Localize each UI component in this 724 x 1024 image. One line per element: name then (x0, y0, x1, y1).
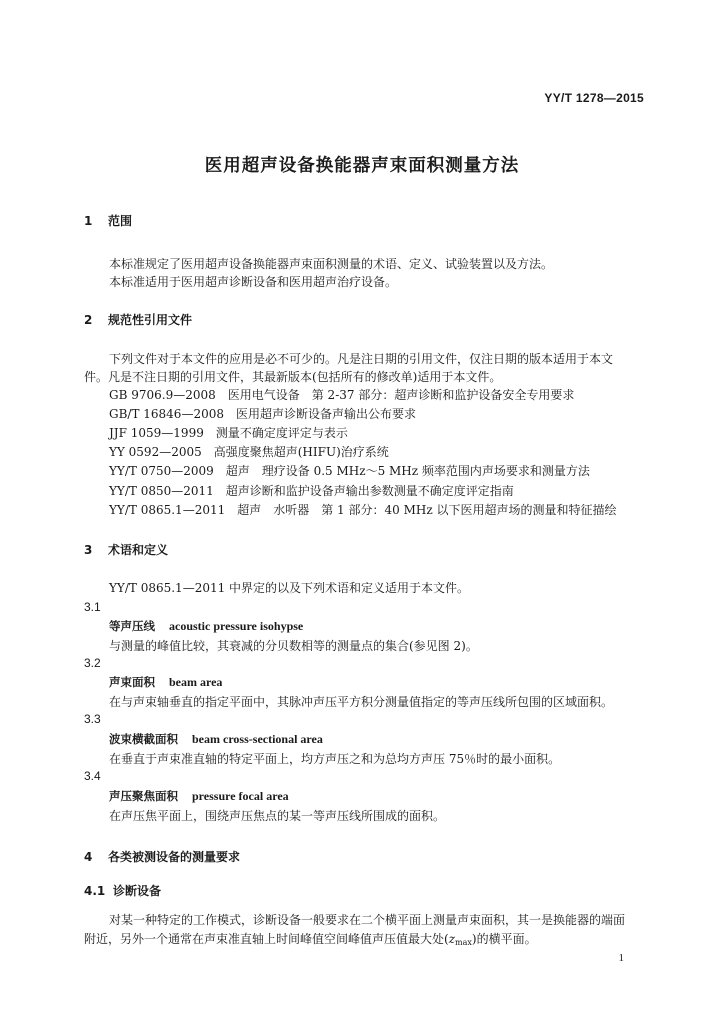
reference-item: YY/T 0865.1—2011 超声 水听器 第 1 部分：40 MHz 以下医用超声场的测量和特征描绘 (109, 503, 617, 517)
section-4-heading (84, 848, 240, 865)
term-title (109, 618, 303, 634)
paragraph-line (84, 930, 537, 947)
term-cn: 等声压线 (109, 619, 155, 633)
text: )的横平面。 (471, 932, 537, 946)
standard-code: YY/T 1278—2015 (544, 91, 644, 105)
reference-item: JJF 1059—1999 测量不确定度评定与表示 (109, 426, 348, 440)
subsection-title: 诊断设备 (113, 884, 162, 898)
term-cn: 声压聚焦面积 (109, 789, 178, 803)
term-definition: 在与声束轴垂直的指定平面中，其脉冲声压平方积分测量值指定的等声压线所包围的区域面积。 (109, 695, 614, 709)
term-definition: 在声压焦平面上，围绕声压焦点的某一等声压线所围成的面积。 (109, 809, 446, 823)
document-title: 医用超声设备换能器声束面积测量方法 (204, 156, 520, 176)
paragraph-line: 对某一种特定的工作模式，诊断设备一般要求在二个横平面上测量声束面积，其一是换能器的端面 (109, 913, 626, 927)
section-2-heading (84, 311, 192, 328)
section-number: 1 (84, 214, 93, 228)
section-title: 各类被测设备的测量要求 (108, 850, 241, 864)
term-title (109, 731, 323, 747)
term-en: beam area (169, 675, 223, 689)
term-number: 3.4 (84, 769, 101, 783)
reference-item: GB/T 16846—2008 医用超声诊断设备声输出公布要求 (109, 407, 416, 421)
page-number: 1 (618, 952, 624, 964)
reference-item: YY 0592—2005 高强度聚焦超声(HIFU)治疗系统 (109, 445, 389, 459)
paragraph: 本标准规定了医用超声设备换能器声束面积测量的术语、定义、试验装置以及方法。 (109, 257, 554, 271)
text: 附近，另外一个通常在声束准直轴上时间峰值空间峰值声压值最大处( (84, 932, 449, 946)
reference-item: YY/T 0750—2009 超声 理疗设备 0.5 MHz～5 MHz 频率范围内声场要求和测量方法 (109, 464, 590, 478)
section-title: 范围 (108, 214, 133, 228)
term-en: pressure focal area (192, 789, 289, 803)
section-title: 术语和定义 (108, 543, 169, 557)
subsection-number: 4.1 (84, 884, 106, 898)
section-number: 4 (84, 850, 93, 864)
term-definition: 在垂直于声束准直轴的特定平面上，均方声压之和为总均方声压 75％时的最小面积。 (109, 752, 561, 766)
term-en: acoustic pressure isohypse (169, 619, 304, 633)
term-en: beam cross-sectional area (192, 732, 323, 746)
paragraph-line: 下列文件对于本文件的应用是必不可少的。凡是注日期的引用文件，仅注日期的版本适用于本文 (109, 352, 614, 366)
paragraph: 本标准适用于医用超声诊断设备和医用超声治疗设备。 (109, 275, 398, 289)
reference-item: YY/T 0850—2011 超声诊断和监护设备声输出参数测量不确定度评定指南 (109, 484, 514, 498)
subscript-max: max (455, 938, 472, 947)
variable-z: z (448, 932, 456, 946)
section-1-heading (84, 212, 132, 229)
term-cn: 声束面积 (109, 675, 155, 689)
term-title (109, 788, 289, 804)
reference-item: GB 9706.9—2008 医用电气设备 第 2-37 部分：超声诊断和监护设备安全专用要求 (109, 388, 575, 402)
term-number: 3.1 (84, 600, 101, 614)
section-title: 规范性引用文件 (108, 313, 193, 327)
term-number: 3.3 (84, 712, 101, 726)
section-number: 3 (84, 543, 93, 557)
term-title (109, 674, 222, 690)
paragraph-line: 件。凡是不注日期的引用文件，其最新版本(包括所有的修改单)适用于本文件。 (84, 370, 502, 384)
section-number: 2 (84, 313, 93, 327)
subsection-4-1-heading (84, 882, 161, 899)
term-cn: 波束横截面积 (109, 732, 178, 746)
section-3-heading (84, 541, 168, 558)
paragraph: YY/T 0865.1—2011 中界定的以及下列术语和定义适用于本文件。 (109, 581, 470, 595)
term-number: 3.2 (84, 656, 101, 670)
term-definition: 与测量的峰值比较，其衰减的分贝数相等的测量点的集合(参见图 2)。 (109, 639, 478, 653)
